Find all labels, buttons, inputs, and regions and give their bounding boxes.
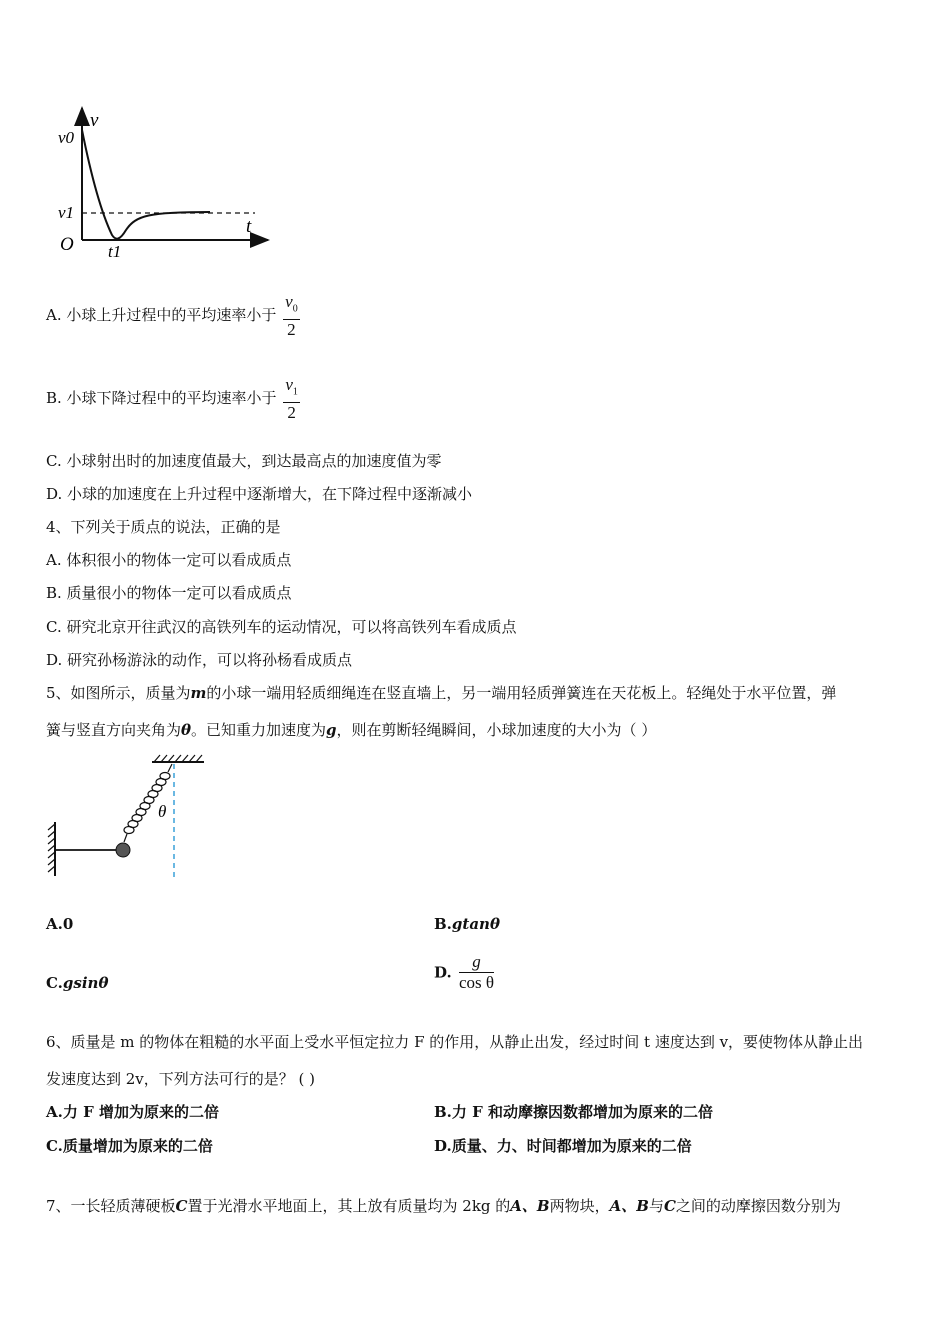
q4-option-c: C. 研究北京开往武汉的高铁列车的运动情况，可以将高铁列车看成质点 [46,618,517,636]
q7-symbol-c: C [175,1197,188,1215]
q5-stem-line1 [46,683,836,703]
q5-option-d-frac-den: cos θ [458,973,494,992]
q5-stem-line2 [46,720,656,740]
graph-x-axis-label: t [246,216,252,237]
q3-option-a-frac-sub: 0 [292,303,298,315]
graph-v1-label: v1 [58,203,75,222]
q5-stem-text: 的小球一端用轻质细绳连在竖直墙上，另一端用轻质弹簧连在天花板上。轻绳处于水平位置，弹 [206,684,837,702]
ceiling-hatching [154,755,202,762]
q3-option-a-fraction [283,292,300,340]
graph-v0-label: v0 [58,128,75,147]
q5-mass-symbol: m [190,684,207,702]
q4-option-b: B. 质量很小的物体一定可以看成质点 [46,584,292,602]
velocity-time-graph [50,100,280,265]
q7-stem [46,1196,841,1216]
q6-stem-line1: 6、质量是 m 的物体在粗糙的水平面上受水平恒定拉力 F 的作用，从静止出发，经过时间 t 速度达到 v，要使物体从静止出 [46,1033,864,1051]
q6-option-a: A.力 F 增加为原来的二倍 [46,1103,219,1121]
q5-option-d-frac-num: g [459,952,494,973]
q6-stem-line2: 发速度达到 2v，下列方法可行的是？ ( ) [46,1070,316,1088]
q6-option-b: B.力 F 和动摩擦因数都增加为原来的二倍 [434,1103,713,1121]
figure-theta-label: θ [158,802,167,821]
q4-option-d: D. 研究孙杨游泳的动作，可以将孙杨看成质点 [46,651,353,669]
q3-option-b-text: B. 小球下降过程中的平均速率小于 [46,389,277,408]
q3-option-b-frac-sub: 1 [292,386,298,398]
q7-stem-text: 置于光滑水平地面上，其上放有质量均为 2kg 的 [187,1197,511,1215]
q5-stem-text: ，则在剪断轻绳瞬间，小球加速度的大小为（ ） [336,721,657,739]
q3-option-b [46,375,300,423]
graph-velocity-curve [82,130,210,239]
q3-option-b-frac-num: v [285,375,293,394]
q3-option-a [46,292,300,340]
q6-option-d: D.质量、力、时间都增加为原来的二倍 [434,1137,692,1155]
q5-stem-text: 。已知重力加速度为 [191,721,327,739]
q5-option-b-prefix: B. [434,915,452,933]
q7-stem-text: 两物块， [549,1197,610,1215]
q3-option-d: D. 小球的加速度在上升过程中逐渐增大，在下降过程中逐渐减小 [46,485,473,503]
q7-stem-text: 之间的动摩擦因数分别为 [675,1197,841,1215]
q4-stem: 4、下列关于质点的说法，正确的是 [46,518,281,536]
q5-option-d [434,952,494,993]
q5-stem-text: 簧与竖直方向夹角为 [46,721,182,739]
q5-option-c-prefix: C. [46,974,63,992]
q5-g-symbol: g [326,721,337,739]
q5-option-b-expr: gtanθ [451,915,500,933]
q5-stem-text: 5、如图所示，质量为 [46,684,191,702]
q3-option-a-frac-den: 2 [287,320,296,340]
q7-stem-text: 7、一长轻质薄硬板 [46,1197,176,1215]
q7-symbol-ab: A、B [609,1197,649,1215]
spring-ball-figure [44,752,214,882]
q5-option-b [434,914,500,934]
q5-option-c [46,973,108,993]
graph-t1-label: t1 [108,242,122,261]
q5-theta-symbol: θ [181,721,192,739]
q5-option-a: A.0 [46,915,74,933]
ball [116,843,130,857]
q3-option-a-text: A. 小球上升过程中的平均速率小于 [46,306,277,325]
graph-origin-label: O [60,234,74,255]
q3-option-b-frac-den: 2 [287,403,296,423]
q7-symbol-c: C [663,1197,676,1215]
q6-option-c: C.质量增加为原来的二倍 [46,1137,213,1155]
q7-symbol-ab: A、B [510,1197,550,1215]
q4-option-a: A. 体积很小的物体一定可以看成质点 [46,551,292,569]
q3-option-a-frac-num: v [285,292,293,311]
q5-option-d-fraction [459,952,494,993]
q5-option-c-expr: gsinθ [62,974,109,992]
q3-option-b-fraction [283,375,300,423]
q7-stem-text: 与 [648,1197,664,1215]
q5-option-d-prefix: D. [434,963,452,982]
graph-y-axis-label: v [90,110,99,131]
wall-hatching [48,824,55,872]
q3-option-c: C. 小球射出时的加速度值最大，到达最高点的加速度值为零 [46,452,442,470]
